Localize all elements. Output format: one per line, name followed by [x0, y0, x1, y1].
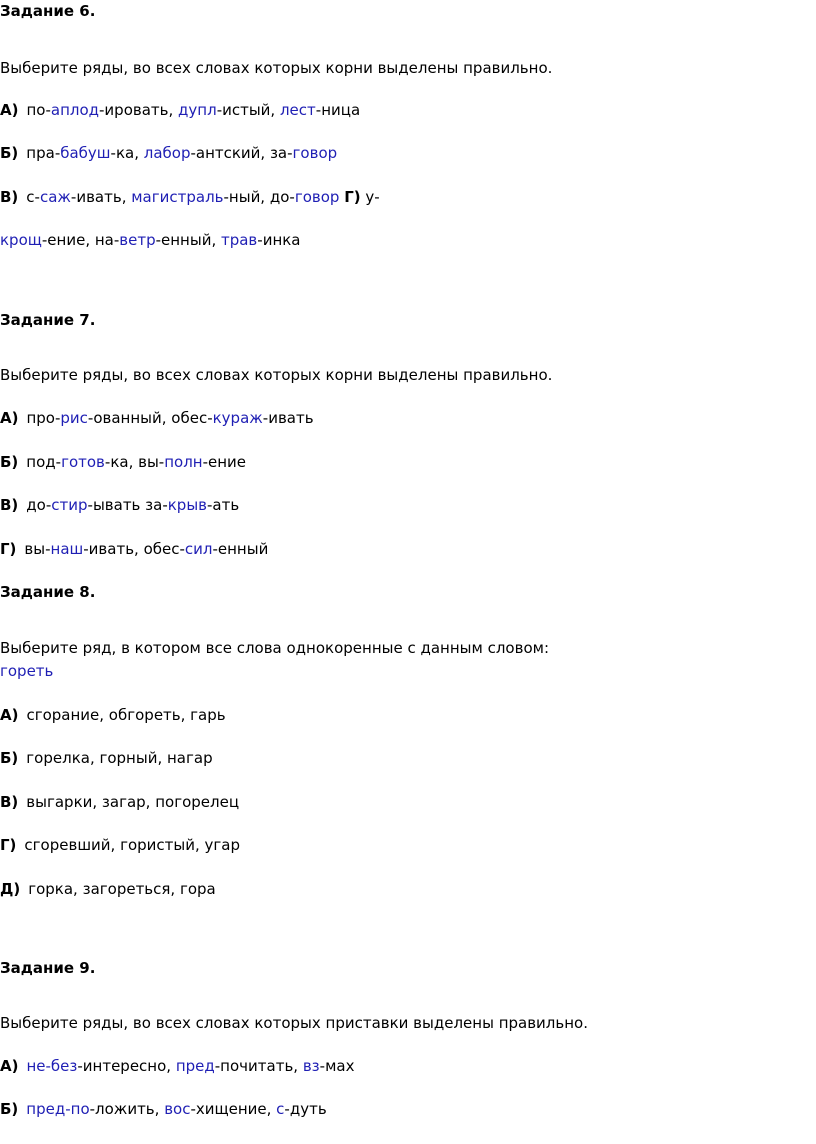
highlighted-morpheme: бабуш [60, 144, 111, 162]
text-line [0, 408, 314, 428]
text-segment: -ивать, обес- [83, 540, 185, 558]
highlighted-morpheme: наш [50, 540, 84, 558]
text-line [0, 365, 552, 385]
text-segment: у- [360, 188, 380, 206]
text-line [0, 638, 549, 658]
text-line [0, 705, 226, 725]
text-line [0, 495, 239, 515]
text-segment: до- [26, 496, 52, 514]
text-segment: -енный [212, 540, 269, 558]
text-segment: сгорание, обгореть, гарь [26, 706, 226, 724]
highlighted-morpheme: говор [292, 144, 338, 162]
text-line [0, 1013, 588, 1033]
highlighted-morpheme: кураж [212, 409, 263, 427]
highlighted-morpheme: готов [61, 453, 105, 471]
highlighted-morpheme: крощ [0, 231, 42, 249]
bold-label: В) [0, 793, 19, 811]
text-segment: -ение [202, 453, 247, 471]
text-line [0, 748, 213, 768]
highlighted-morpheme: с [276, 1100, 285, 1118]
text-segment: -ложить, [89, 1100, 165, 1118]
highlighted-morpheme: магистраль [131, 188, 224, 206]
text-segment: -ивать [262, 409, 314, 427]
text-line [0, 1056, 354, 1076]
text-segment: горелка, горный, нагар [26, 749, 213, 767]
text-segment: -истый, [216, 101, 280, 119]
text-line [0, 58, 552, 78]
text-line [0, 661, 53, 681]
bold-label: Б) [0, 749, 19, 767]
bold-label: А) [0, 1057, 19, 1075]
text-line [0, 879, 216, 899]
text-segment: вы- [24, 540, 51, 558]
highlighted-morpheme: рис [60, 409, 88, 427]
bold-label: Б) [0, 1100, 19, 1118]
text-segment: -ивать, [70, 188, 132, 206]
bold-label: Б) [0, 453, 19, 471]
text-segment: -ка, вы- [104, 453, 165, 471]
bold-label: А) [0, 101, 19, 119]
text-segment: по- [26, 101, 51, 119]
highlighted-morpheme: сил [184, 540, 213, 558]
text-line [0, 452, 246, 472]
text-line [0, 792, 239, 812]
text-segment: -почитать, [214, 1057, 303, 1075]
bold-label: Г) [0, 540, 17, 558]
text-line [0, 835, 240, 855]
text-segment: -ка, [110, 144, 144, 162]
text-segment: пра- [26, 144, 61, 162]
text-segment: -мах [319, 1057, 355, 1075]
text-segment: с- [26, 188, 40, 206]
bold-label: В) [0, 496, 19, 514]
highlighted-morpheme: вз [302, 1057, 320, 1075]
text-segment: -ованный, обес- [87, 409, 213, 427]
task-heading [0, 958, 95, 978]
text-line [0, 539, 268, 559]
text-segment: Выберите ряды, во всех словах которых корни выделены правильно. [0, 59, 553, 77]
bold-label: Задание 6. [0, 2, 96, 20]
text-segment: -хищение, [190, 1100, 277, 1118]
text-segment: -ный, до- [223, 188, 295, 206]
bold-label: Задание 7. [0, 311, 96, 329]
text-segment: выгарки, загар, погорелец [26, 793, 240, 811]
bold-label: Д) [0, 880, 21, 898]
text-segment: -ница [315, 101, 361, 119]
highlighted-morpheme: говор [294, 188, 340, 206]
bold-label: Г) [0, 836, 17, 854]
text-segment: -интересно, [77, 1057, 176, 1075]
text-segment: -ывать за- [87, 496, 168, 514]
text-segment: под- [26, 453, 62, 471]
text-segment: Выберите ряд, в котором все слова однокоренные с данным словом: [0, 639, 550, 657]
highlighted-morpheme: лабор [143, 144, 191, 162]
text-line [0, 100, 360, 120]
highlighted-morpheme: крыв [167, 496, 208, 514]
highlighted-morpheme: вос [164, 1100, 191, 1118]
bold-label: В) [0, 188, 19, 206]
text-segment: про- [26, 409, 61, 427]
bold-label: А) [0, 706, 19, 724]
highlighted-morpheme: полн [164, 453, 203, 471]
text-segment: -ировать, [99, 101, 179, 119]
highlighted-morpheme: аплод [50, 101, 100, 119]
highlighted-morpheme: стир [51, 496, 88, 514]
highlighted-morpheme: пред-по [26, 1100, 90, 1118]
highlighted-morpheme: трав [220, 231, 258, 249]
highlighted-morpheme: гореть [0, 662, 54, 680]
highlighted-morpheme: пред [175, 1057, 215, 1075]
text-segment: -инка [257, 231, 301, 249]
highlighted-morpheme: не-без [26, 1057, 78, 1075]
highlighted-morpheme: дупл [178, 101, 217, 119]
text-segment: -дуть [284, 1100, 327, 1118]
text-segment: сгоревший, гористый, угар [24, 836, 240, 854]
task-heading [0, 310, 95, 330]
text-line [0, 143, 337, 163]
bold-label: Задание 9. [0, 959, 96, 977]
text-segment: -антский, за- [190, 144, 293, 162]
bold-label: Задание 8. [0, 583, 96, 601]
text-segment: Выберите ряды, во всех словах которых приставки выделены правильно. [0, 1014, 588, 1032]
bold-label: Б) [0, 144, 19, 162]
bold-label: А) [0, 409, 19, 427]
text-line [0, 1099, 327, 1119]
bold-label: Г) [344, 188, 361, 206]
text-line [0, 187, 380, 207]
highlighted-morpheme: саж [39, 188, 71, 206]
text-segment: -ение, на- [41, 231, 120, 249]
task-heading [0, 1, 95, 21]
task-heading [0, 582, 95, 602]
text-segment: -енный, [155, 231, 221, 249]
text-line [0, 230, 301, 250]
text-segment: Выберите ряды, во всех словах которых корни выделены правильно. [0, 366, 553, 384]
text-segment: горка, загореться, гора [28, 880, 216, 898]
highlighted-morpheme: ветр [119, 231, 156, 249]
highlighted-morpheme: лест [279, 101, 316, 119]
text-segment: -ать [207, 496, 240, 514]
